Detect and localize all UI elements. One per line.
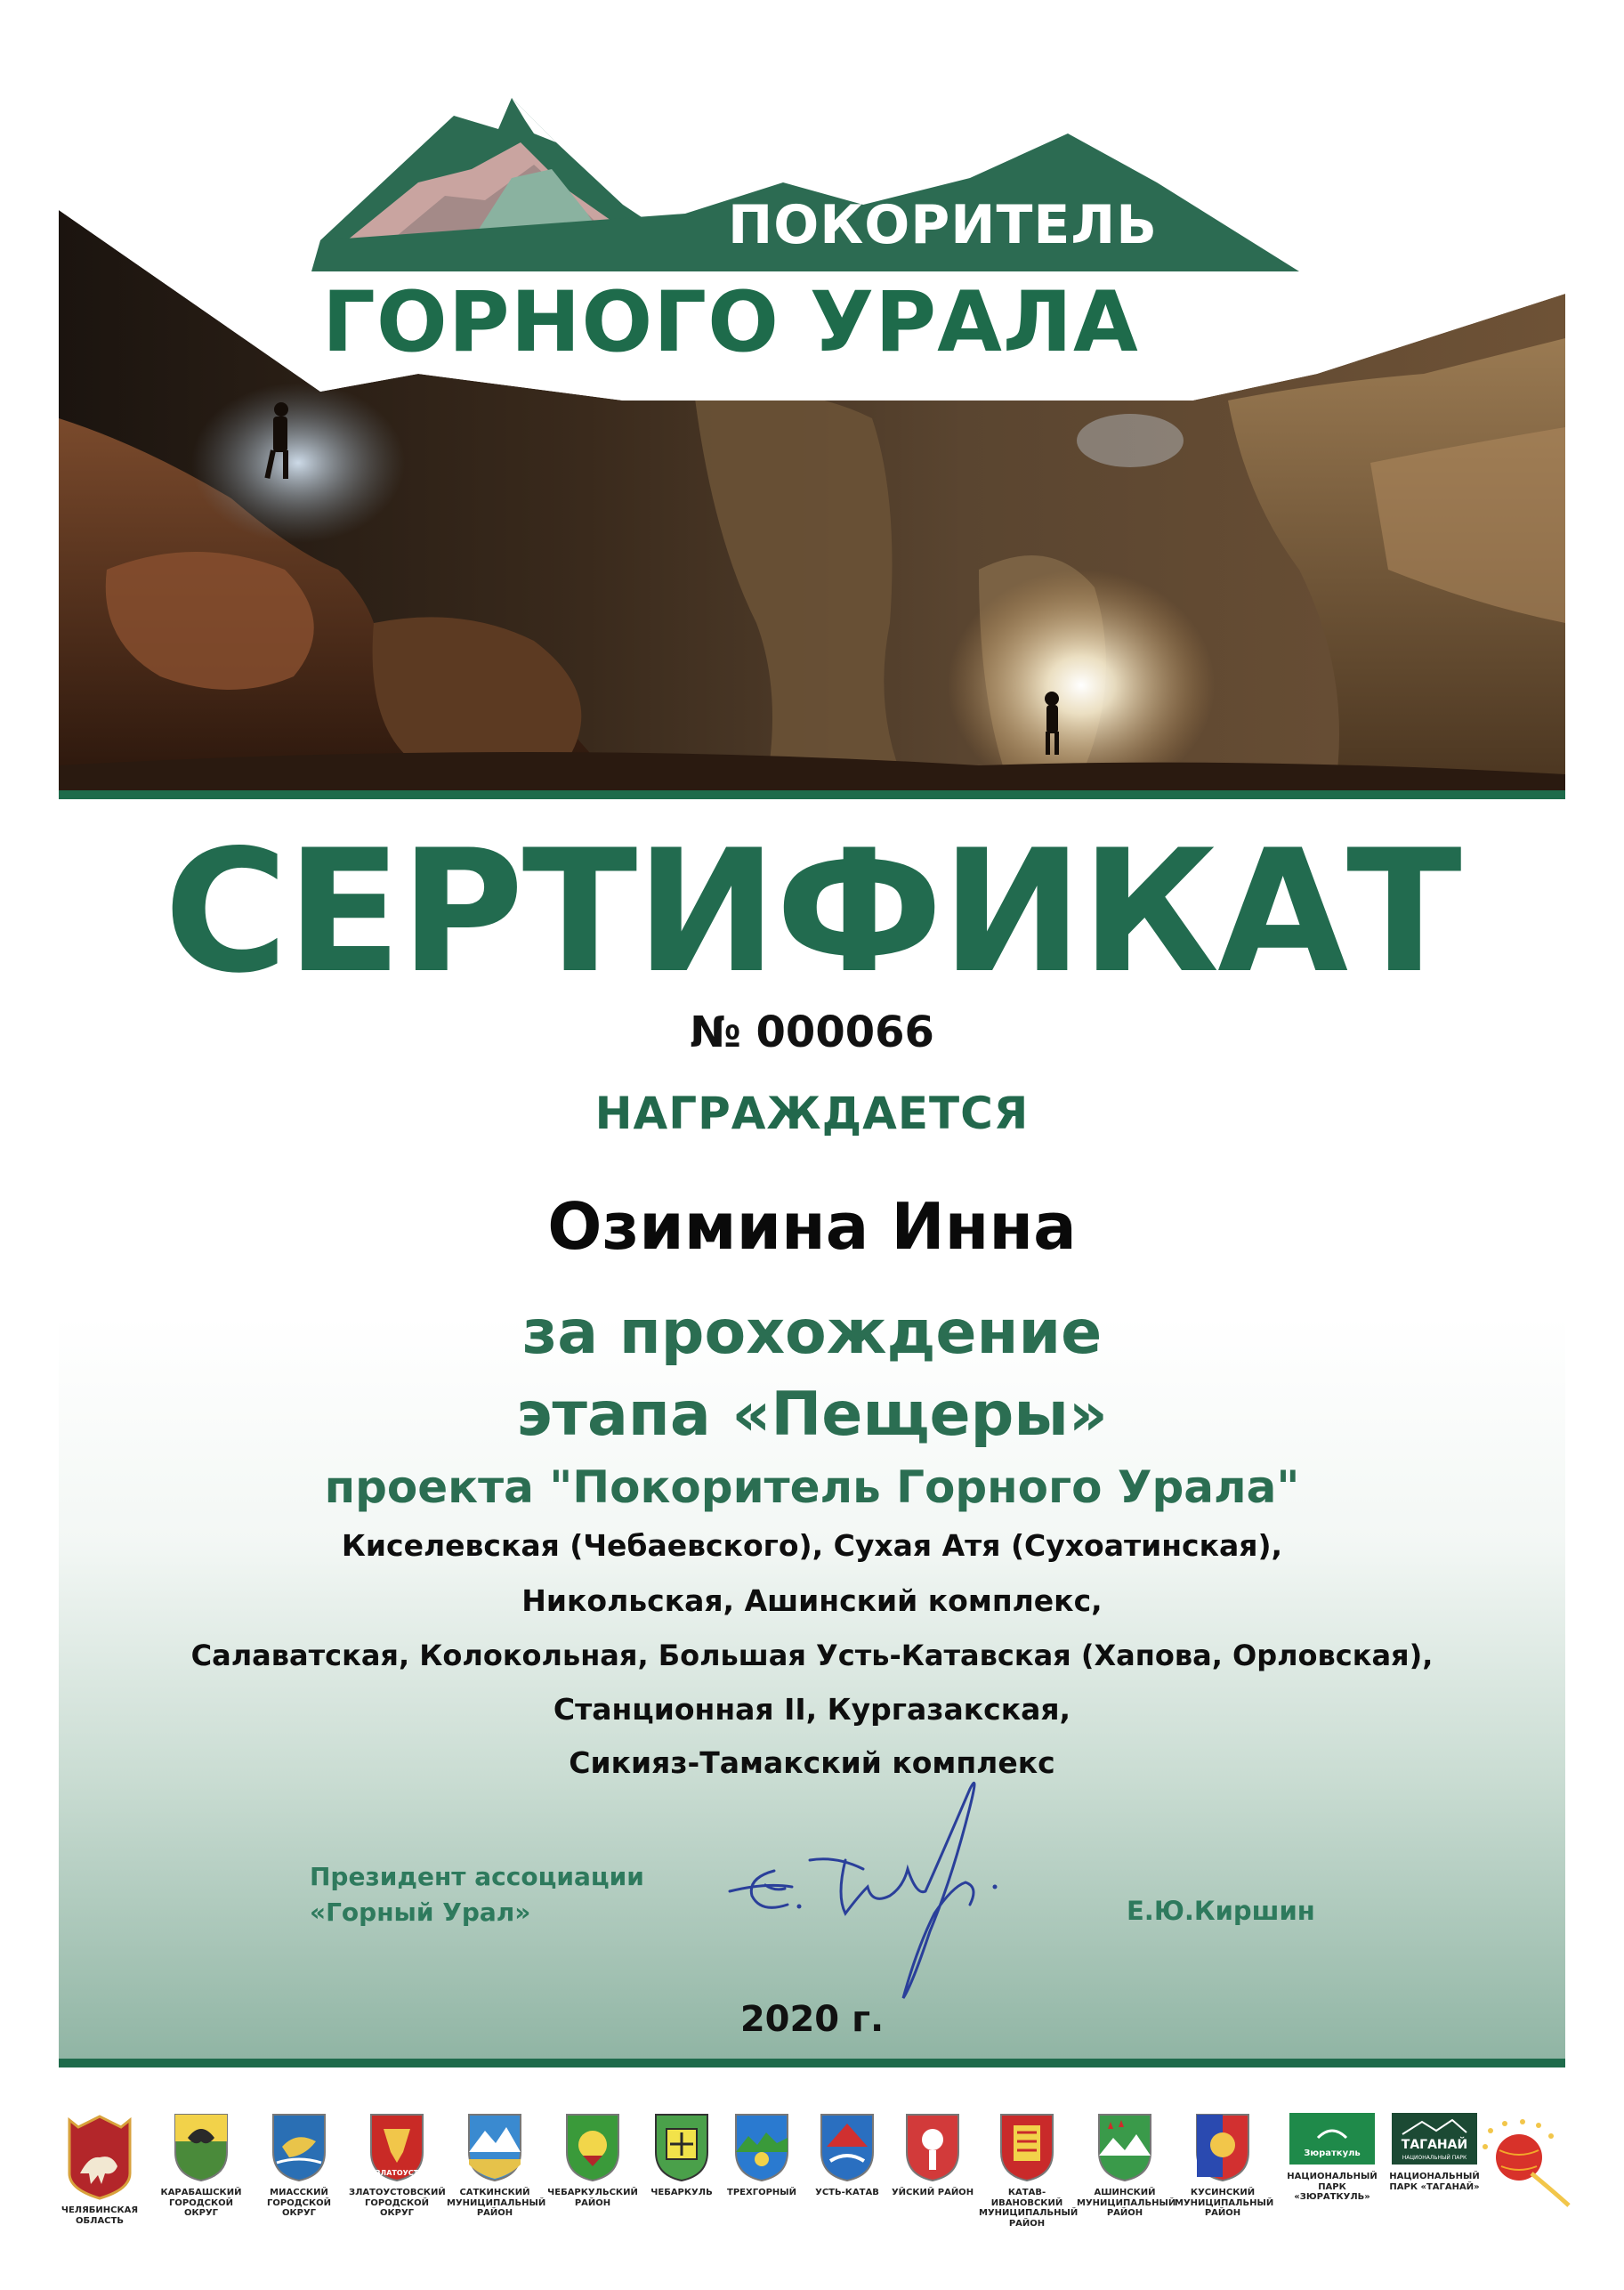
logo-label: УЙСКИЙ РАЙОН — [891, 2188, 974, 2197]
sport-ball-stars-logo-icon — [1477, 2118, 1575, 2211]
logo-label: ЧЕБАРКУЛЬСКИЙ РАЙОН — [547, 2188, 638, 2208]
signer-role-line-2: «Горный Урал» — [310, 1898, 531, 1927]
logo-label: МИАССКИЙ ГОРОДСКОЙ ОКРУГ — [267, 2188, 331, 2218]
logo-label: ЧЕБАРКУЛЬ — [650, 2188, 713, 2197]
certificate-year: 2020 г. — [739, 1999, 885, 2040]
taganay-park-logo-icon — [1385, 2111, 1484, 2192]
zlatoust-logo-text: ЗЛАТОУСТ — [375, 2169, 419, 2177]
logo-label: АШИНСКИЙ МУНИЦИПАЛЬНЫЙ РАЙОН — [1077, 2188, 1176, 2218]
kusa-emblem-icon — [1175, 2111, 1274, 2219]
uysky-emblem-icon — [885, 2111, 981, 2198]
reason-line-1: за прохождение — [521, 1298, 1103, 1368]
signer-role-line-1: Президент ассоциации — [310, 1862, 644, 1891]
ust-katav-emblem-icon — [799, 2111, 895, 2198]
signer-name: Е.Ю.Киршин — [1127, 1896, 1315, 1926]
caves-list-line: Киселевская (Чебаевского), Сухая Атя (Сухоатинская), — [341, 1528, 1283, 1563]
caves-list-line: Никольская, Ашинский комплекс, — [521, 1583, 1103, 1618]
asha-emblem-icon — [1077, 2111, 1176, 2219]
caves-list-line: Салаватская, Колокольная, Большая Усть-Катавская (Хапова, Орловская), — [190, 1639, 1434, 1672]
logo-label: САТКИНСКИЙ МУНИЦИПАЛЬНЫЙ РАЙОН — [447, 2188, 546, 2218]
zlatoust-emblem-icon — [349, 2111, 445, 2219]
awarded-heading: НАГРАЖДАЕТСЯ — [594, 1088, 1030, 1139]
chelyabinsk-region-emblem-icon — [52, 2111, 148, 2226]
certificate-title: СЕРТИФИКАТ — [164, 813, 1460, 1010]
caves-list-line: Станционная II, Кургазакская, — [553, 1692, 1071, 1727]
miass-emblem-icon — [251, 2111, 347, 2219]
chebarkul-district-emblem-icon — [545, 2111, 641, 2208]
logo-line-2: ГОРНОГО УРАЛА — [322, 274, 1139, 371]
zyuratkul-logo-text: Зюраткуль — [1304, 2148, 1361, 2158]
footer-divider — [59, 2059, 1565, 2067]
logo-label: КАРАБАШСКИЙ ГОРОДСКОЙ ОКРУГ — [160, 2188, 242, 2218]
logo-label: ТРЕХГОРНЫЙ — [727, 2188, 796, 2197]
logo-line-1: ПОКОРИТЕЛЬ — [728, 194, 1158, 256]
reason-line-3: проекта "Покоритель Горного Урала" — [324, 1461, 1300, 1513]
logo-label: НАЦИОНАЛЬНЫЙ ПАРК «ТАГАНАЙ» — [1389, 2172, 1480, 2192]
taganay-logo-text: ТАГАНАЙ — [1401, 2138, 1468, 2152]
reason-line-2: этапа «Пещеры» — [516, 1380, 1108, 1450]
header-divider — [59, 790, 1565, 799]
logo-label: ЗЛАТОУСТОВСКИЙ ГОРОДСКОЙ ОКРУГ — [349, 2188, 446, 2218]
logo-label: ЧЕЛЯБИНСКАЯ ОБЛАСТЬ — [61, 2205, 139, 2226]
logo-label: КАТАВ-ИВАНОВСКИЙ МУНИЦИПАЛЬНЫЙ РАЙОН — [979, 2188, 1079, 2229]
katav-ivanovsk-emblem-icon — [979, 2111, 1079, 2229]
logo-label: НАЦИОНАЛЬНЫЙ ПАРК «ЗЮРАТКУЛЬ» — [1287, 2172, 1378, 2202]
header-banner — [0, 0, 1624, 819]
caves-list-line: Сикияз-Тамакский комплекс — [569, 1745, 1055, 1780]
recipient-name: Озимина Инна — [547, 1189, 1077, 1264]
handwritten-signature — [712, 1771, 1050, 2011]
satka-emblem-icon — [447, 2111, 546, 2219]
logo-label: КУСИНСКИЙ МУНИЦИПАЛЬНЫЙ РАЙОН — [1175, 2188, 1274, 2218]
karabash-emblem-icon — [153, 2111, 249, 2219]
taganay-logo-subtext: НАЦИОНАЛЬНЫЙ ПАРК — [1402, 2155, 1467, 2161]
certificate-number: № 000066 — [690, 1007, 934, 1057]
logo-label: УСТЬ-КАТАВ — [815, 2188, 879, 2197]
zyuratkul-park-logo-icon — [1280, 2111, 1385, 2203]
trekhgorny-emblem-icon — [714, 2111, 810, 2198]
